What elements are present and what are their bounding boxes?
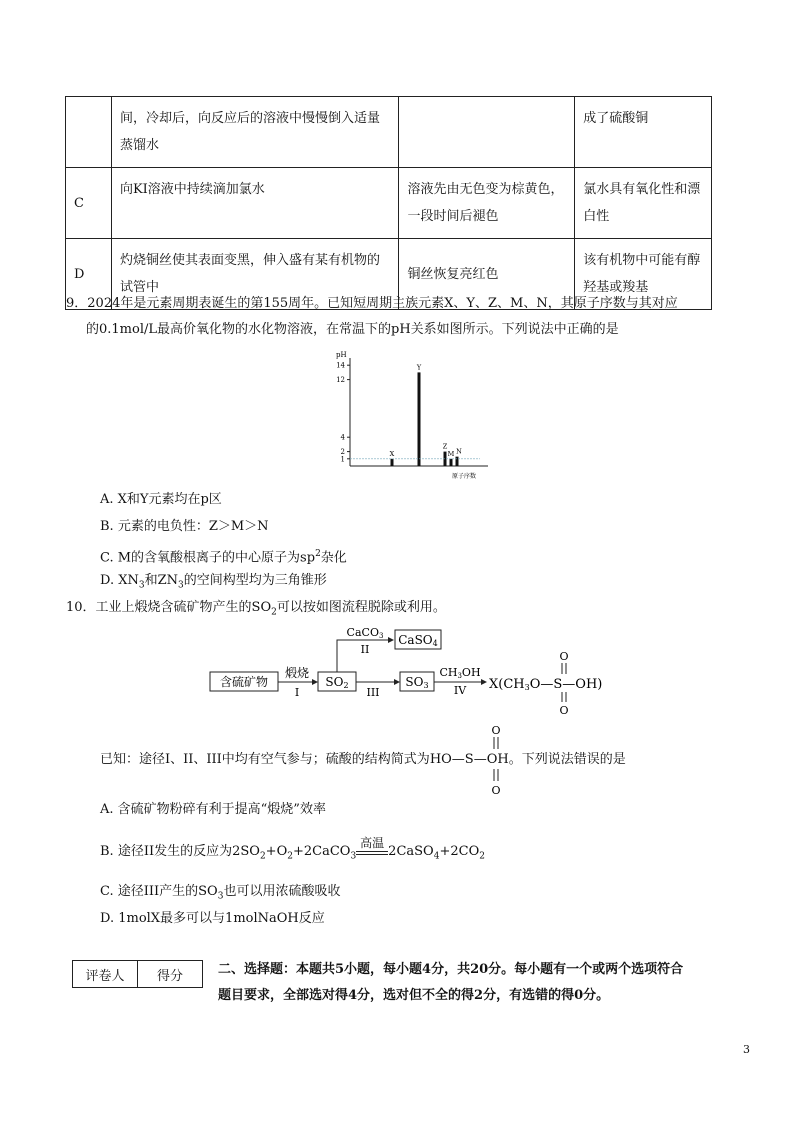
ph-chart [330,348,490,483]
table-row [73,961,203,988]
sup: 2 [315,549,321,559]
flow-diagram [205,622,635,722]
x-top-oxygen: O [559,650,569,663]
sub: 3 [350,851,357,862]
bar-label-N: N [456,447,462,456]
text: C. 途径III产生的SO [100,884,218,899]
t: SO [325,675,344,689]
sub: 2 [271,607,277,618]
t: 4 [432,639,438,648]
q10-option-d: D. 1molX最多可以与1molNaOH反应 [100,911,325,926]
t: X(CH [489,677,525,692]
sub: 2 [479,851,485,862]
q9-option-c [100,544,347,568]
sub: 3 [217,891,224,902]
sub: 3 [178,580,184,591]
table-row [66,97,712,168]
condition [356,836,388,855]
row-label: C [66,168,112,239]
text: B. 途径II发生的反应为2SO [100,844,260,859]
q9-stem-line1: 9．2024年是元素周期表诞生的第155周年。已知短周期主族元素X、Y、Z、M、N，其原子序数与其对应 [66,296,678,311]
section2-line1: 二、选择题：本题共5小题，每小题4分，共20分。每小题有一个或两个选项符合 [218,962,684,977]
q10-option-a: A. 含硫矿物粉碎有利于提高“煅烧”效率 [100,802,326,817]
top-oxygen: O [491,724,501,737]
t: CaSO [398,633,433,647]
bar-label-M: M [447,449,455,458]
row-phenomenon: 铜丝恢复亮红色 [399,239,575,310]
route-II-label: II [360,643,370,656]
row-conclusion: 氯水具有氧化性和漂白性 [575,168,712,239]
route-I-label: I [294,686,300,699]
reviewer-cell: 评卷人 [73,961,138,988]
sulfuric-acid-oxygens [486,724,506,798]
y-tick-label: 4 [340,433,345,442]
text: C. M的含氧酸根离子的中心原子为sp [100,550,316,566]
text: 。下列说法错误的是 [508,752,626,767]
row-phenomenon: 溶液先由无色变为棕黄色，一段时间后褪色 [399,168,575,239]
t: 3 [457,672,462,680]
caco3-label [347,626,384,640]
bar-Y [418,372,421,466]
q9-option-d [100,571,327,596]
sub: 2 [287,851,293,862]
text: 也可以用浓硫酸吸收 [223,884,341,899]
row-operation: 间，冷却后，向反应后的溶液中慢慢倒入适量蒸馏水 [111,97,399,168]
q9-option-a: A. X和Y元素均在p区 [100,492,222,507]
text: 已知：途径I、II、III中均有空气参与；硫酸的结构简式为 [100,752,430,767]
x-axis-label: 原子序数 [452,473,477,480]
bar-N [456,457,459,466]
so2-label [325,675,348,690]
sub: 3 [138,580,145,591]
t: CH [439,666,458,679]
row-phenomenon [399,97,575,168]
score-cell: 得分 [138,961,203,988]
row-conclusion: 该有机物中可能有醇羟基或羧基 [575,239,712,310]
grader-table [72,960,203,988]
bar-M [450,459,453,466]
bar-X [391,459,394,466]
text: 和ZN [144,573,179,588]
q10-option-b [100,836,485,867]
y-tick-label: 14 [336,361,345,370]
route-IV-label: IV [453,684,467,697]
text: 杂化 [320,550,347,566]
sub: 2 [259,851,266,862]
bar-label-Z: Z [442,442,448,451]
row-operation: 向KI溶液中持续滴加氯水 [111,168,399,239]
caso4-label [398,633,438,648]
sulfuric-acid-formula: HO—S—OH [429,752,509,767]
bar-label-X: X [389,449,395,458]
text: 10．工业上煅烧含硫矿物产生的SO [66,600,272,615]
sub: 4 [433,851,440,862]
text: +2CO [439,844,480,859]
row-label [66,97,112,168]
ore-label: 含硫矿物 [219,675,269,689]
so3-label [405,675,428,690]
t: 3 [378,632,384,640]
t: SO [405,675,424,689]
t: 3 [524,683,530,692]
t: OH [461,666,481,679]
table-row [66,168,712,239]
x-bottom-oxygen: O [559,704,569,717]
text: 可以按如图流程脱除或利用。 [276,600,446,615]
t: 3 [423,681,429,690]
y-tick-label: 2 [340,448,345,457]
bar-label-Y: Y [416,363,422,372]
q9-stem-line2: 的0.1mol/L最高价氧化物的水化物溶液，在常温下的pH关系如图所示。下列说法中正确的是 [86,322,619,337]
ch3oh-label [439,666,480,680]
text: +2CaCO [292,844,351,859]
q10-stem [66,598,446,623]
section2-line2: 题目要求，全部选对得4分，选对但不全的得2分，有选错的得0分。 [218,988,610,1003]
t: CaCO [346,626,379,639]
page-number: 3 [743,1043,750,1056]
route-III-label: III [366,686,380,699]
x-formula [489,677,602,692]
y-tick-label: 12 [336,376,345,385]
options-table [65,96,712,310]
y-tick-label: 1 [340,455,345,464]
text: 2CaSO [388,844,434,859]
high-temp-label: 高温 [360,836,385,850]
text: D. XN [100,573,139,588]
y-axis-label: pH [336,351,347,359]
calcine-label: 煅烧 [284,666,310,680]
t: O—S—OH) [529,677,603,692]
row-label: D [66,239,112,310]
q10-known [100,750,626,770]
q10-option-c [100,882,340,907]
t: 2 [343,681,349,690]
text: 的空间构型均为三角锥形 [183,573,327,588]
row-operation: 灼烧铜丝使其表面变黑，伸入盛有某有机物的试管中 [111,239,399,310]
row-conclusion: 成了硫酸铜 [575,97,712,168]
q9-option-b: B. 元素的电负性：Z＞M＞N [100,519,269,534]
bottom-oxygen: O [491,784,501,797]
text: +O [265,844,288,859]
